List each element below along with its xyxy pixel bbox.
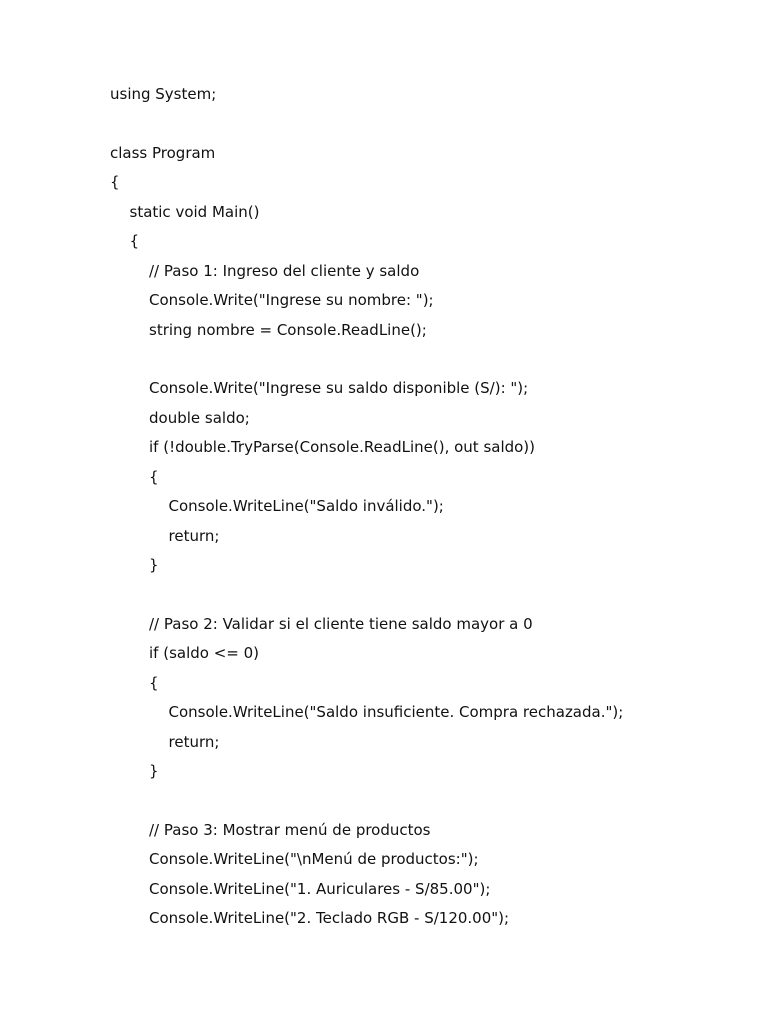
code-line xyxy=(110,347,623,376)
code-line xyxy=(110,582,623,611)
code-line: return; xyxy=(168,526,220,545)
code-line: { xyxy=(110,173,120,192)
code-line: Console.WriteLine("Saldo insuficiente. Compra rechazada."); xyxy=(168,703,624,722)
code-line: } xyxy=(149,762,159,781)
code-line: double saldo; xyxy=(149,408,250,427)
code-line: { xyxy=(149,467,159,486)
code-line: // Paso 1: Ingreso del cliente y saldo xyxy=(149,261,420,280)
code-line: Console.WriteLine("1. Auriculares - S/85.00"); xyxy=(149,879,491,898)
code-line: Console.Write("Ingrese su nombre: "); xyxy=(149,291,434,310)
code-line xyxy=(110,111,623,140)
code-line: Console.WriteLine("Saldo inválido."); xyxy=(168,497,444,516)
code-line: Console.WriteLine("2. Teclado RGB - S/120.00"); xyxy=(149,909,510,928)
code-line: using System; xyxy=(110,85,217,103)
code-block xyxy=(110,82,623,936)
code-line: { xyxy=(129,232,140,251)
code-line: { xyxy=(149,673,159,692)
code-line: Console.WriteLine("\nMenú de productos:"); xyxy=(149,850,479,869)
code-line xyxy=(110,789,623,818)
code-line: class Program xyxy=(110,143,216,162)
code-line: Console.Write("Ingrese su saldo disponible (S/): "); xyxy=(149,379,529,398)
code-line: // Paso 3: Mostrar menú de productos xyxy=(149,820,431,839)
code-line: if (saldo <= 0) xyxy=(149,644,260,663)
code-line: static void Main() xyxy=(129,202,260,221)
code-line: return; xyxy=(168,732,220,751)
code-line: if (!double.TryParse(Console.ReadLine(), out saldo)) xyxy=(149,438,536,457)
code-line: // Paso 2: Validar si el cliente tiene saldo mayor a 0 xyxy=(149,614,533,633)
code-line: } xyxy=(149,556,159,574)
code-line: string nombre = Console.ReadLine(); xyxy=(149,320,427,339)
